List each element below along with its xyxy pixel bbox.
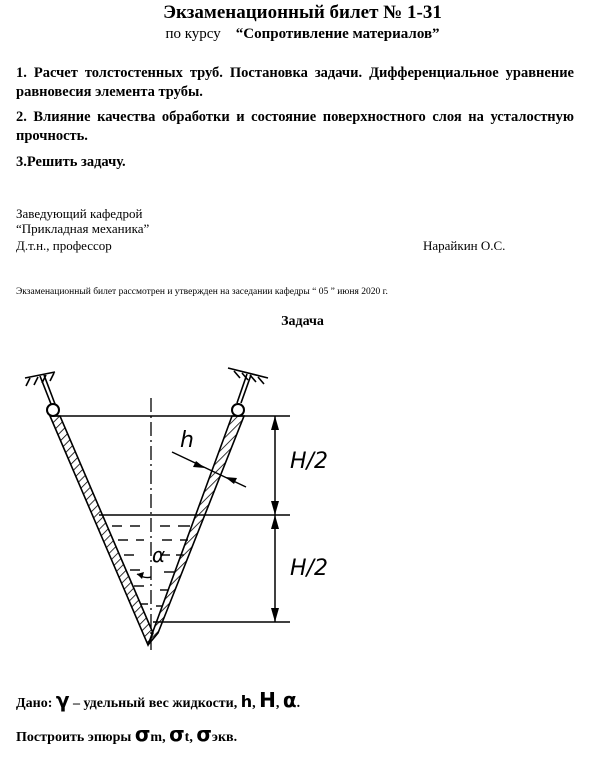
course-line bbox=[0, 26, 605, 43]
H-symbol: Н bbox=[259, 688, 276, 712]
approval-text: Экзаменационный билет рассмотрен и утвержден на заседании кафедры “ 05 ” июня 2020 г. bbox=[16, 287, 388, 297]
height-dimension bbox=[271, 416, 279, 622]
build-prefix: Построить эпюры bbox=[16, 730, 135, 745]
gamma-description: – удельный вес жидкости, bbox=[69, 696, 241, 711]
left-wall bbox=[50, 416, 153, 645]
ticket-title: Экзаменационный билет № 1-31 bbox=[163, 2, 442, 23]
question-1: 1. Расчет толстостенных труб. Постановка задачи. Дифференциальное уравнение равновесия элемента трубы. bbox=[16, 65, 574, 100]
given-line bbox=[16, 688, 300, 712]
build-sep-2: , bbox=[189, 730, 197, 745]
sigma-m-sub: m bbox=[150, 730, 163, 745]
task-heading: Задача bbox=[281, 314, 324, 329]
build-end: . bbox=[233, 730, 238, 745]
given-sep-2: , bbox=[275, 696, 283, 711]
right-hinge-support bbox=[228, 368, 268, 416]
build-sep-1: , bbox=[162, 730, 170, 745]
signature-line-1: Заведующий кафедрой bbox=[16, 206, 143, 221]
angle-alpha-marker bbox=[137, 572, 151, 579]
signature-line-2: “Прикладная механика” bbox=[16, 221, 150, 236]
given-prefix: Дано: bbox=[16, 696, 56, 711]
label-h: h bbox=[180, 428, 194, 453]
h-symbol: h bbox=[240, 692, 253, 711]
course-prefix: по курсу bbox=[165, 26, 221, 42]
conical-vessel-drawing bbox=[0, 335, 605, 685]
sigma-m-symbol: σ bbox=[134, 722, 151, 746]
sigma-t-sub: t bbox=[184, 730, 190, 745]
question-2: 2. Влияние качества обработки и состояние поверхностного слоя на усталостную прочность. bbox=[16, 109, 574, 144]
head-of-department-name: Нарайкин О.С. bbox=[423, 238, 506, 253]
signature-line-3: Д.т.н., профессор bbox=[16, 238, 112, 253]
course-name: “Сопротивление материалов” bbox=[235, 26, 440, 42]
build-line bbox=[16, 722, 237, 746]
given-sep-1: , bbox=[252, 696, 260, 711]
alpha-symbol: α bbox=[282, 688, 297, 712]
gamma-symbol: γ bbox=[55, 688, 70, 712]
question-3: 3.Решить задачу. bbox=[16, 154, 126, 170]
label-H-half-top: H/2 bbox=[290, 449, 328, 474]
label-alpha: α bbox=[152, 543, 166, 567]
sigma-eq-sub: экв bbox=[211, 730, 234, 745]
left-hinge-support bbox=[25, 372, 59, 416]
sigma-eq-symbol: σ bbox=[196, 722, 212, 746]
label-H-half-bottom: H/2 bbox=[290, 556, 328, 581]
given-end: . bbox=[296, 696, 301, 711]
sigma-t-symbol: σ bbox=[169, 722, 185, 746]
right-wall bbox=[148, 416, 244, 645]
